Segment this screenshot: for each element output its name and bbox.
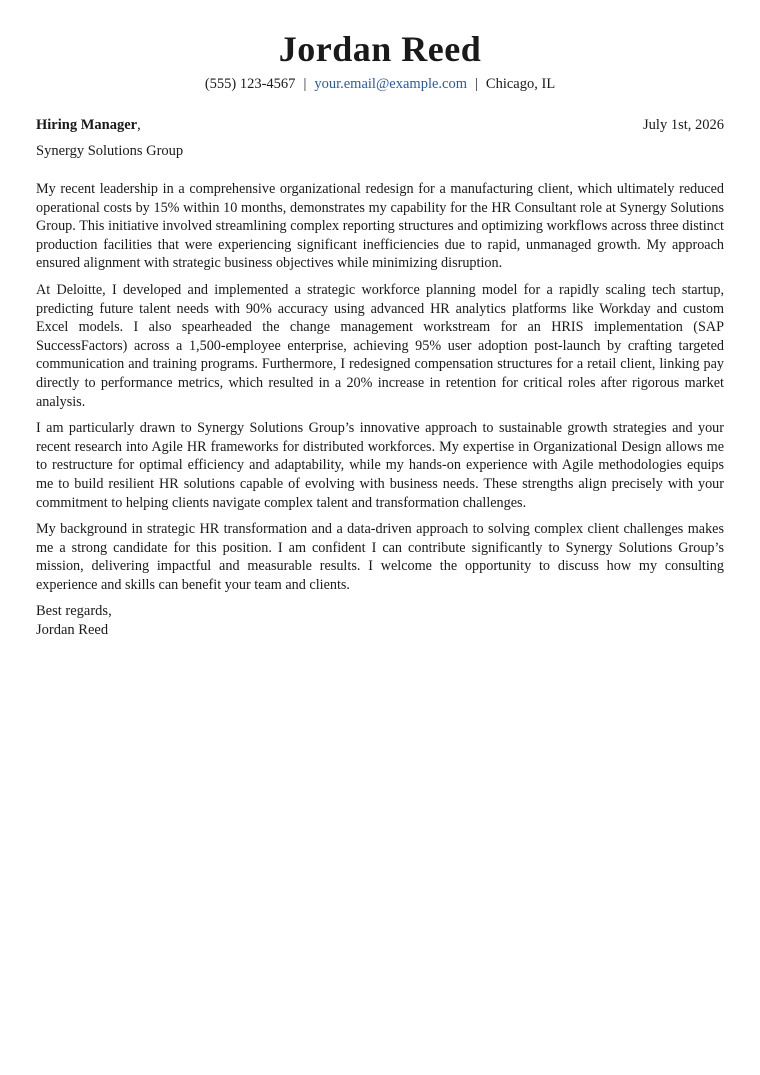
signature: Jordan Reed [36,622,109,639]
body-paragraph: My recent leadership in a comprehensive organizational redesign for a manufacturing client, which ultimately reduced operational costs by 15% within 10 months, demonstrates my capability for the HR Consultant role at Synergy Solutions Group. This initiative involved streamlining complex reporting structures and optimizing workflows across three distinct production facilities that were experiencing significant inefficiencies due to rapid, unmanaged growth. My approach ensured alignment with strategic business objectives while minimizing disruption. [36,181,724,272]
signoff: Best regards, [36,603,112,620]
recipient-company: Synergy Solutions Group [36,143,184,159]
body-paragraph: I am particularly drawn to Synergy Solutions Group’s innovative approach to sustainable growth strategies and your recent research into Agile HR frameworks for distributed workforces. My expertise in Organizational Design allows me to restructure for optimal efficiency and adaptability, while my hands-on experience with Agile methodologies equips me to build resilient HR solutions capable of evolving with business needs. These strengths align precisely with your commitment to helping clients navigate complex talent and transformation challenges. [36,420,724,511]
email-link[interactable]: your.email@example.com [314,76,468,92]
salutation-punctuation: , [137,117,141,133]
body-paragraph: My background in strategic HR transformation and a data-driven approach to solving complex client challenges makes me a strong candidate for this position. I am confident I can contribute significantly to Synergy Solutions Group’s mission, delivering impactful and measurable results. I welcome the opportunity to discuss how my consulting experience and skills can benefit your team and clients. [36,521,724,593]
location: Chicago, IL [485,76,556,92]
separator: | [475,76,478,92]
cover-letter [36,0,724,640]
salutation-row [36,116,724,134]
contact-line [36,74,724,94]
phone-number: (555) 123-4567 [204,76,296,92]
salutation [36,116,141,134]
recipient-name: Hiring Manager [36,117,138,133]
closing [36,602,724,639]
body-paragraph: At Deloitte, I developed and implemented a strategic workforce planning model for a rapidly scaling tech startup, predicting future talent needs with 90% accuracy using advanced HR analytics platforms like Workday and custom Excel models. I also spearheaded the change management workstream for an HRIS implementation (SAP SuccessFactors) across a 1,500-employee enterprise, achieving 95% user adoption post-launch by crafting targeted communication and training programs. Furthermore, I redesigned compensation structures for a retail client, linking pay directly to performance metrics, which resulted in a 20% increase in retention for critical roles after rigorous market analysis. [36,281,724,410]
letter-date: July 1st, 2026 [643,117,724,133]
applicant-name: Jordan Reed [278,29,482,69]
letter-body [36,180,724,594]
separator: | [303,76,307,92]
